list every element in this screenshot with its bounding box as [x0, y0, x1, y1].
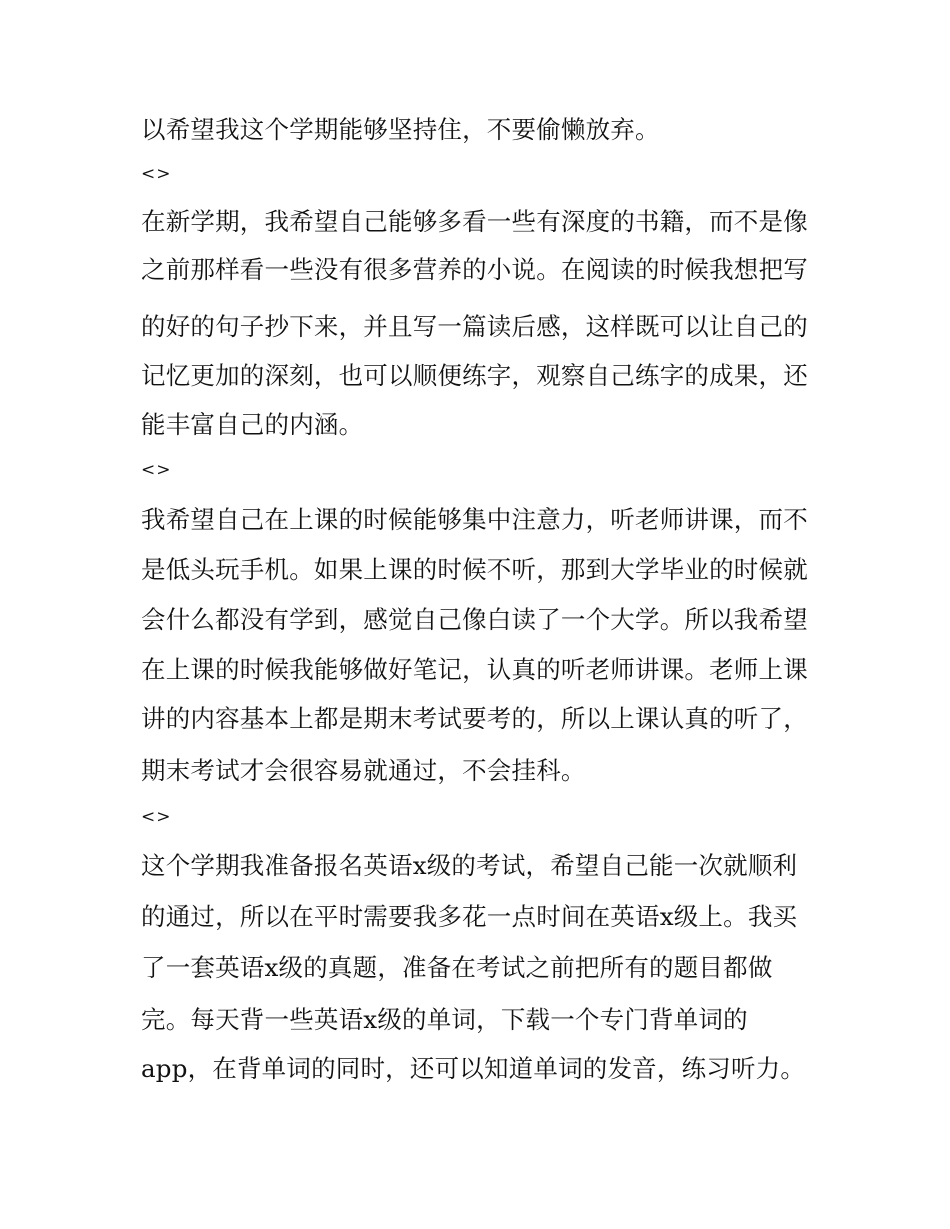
paragraph-line: 讲的内容基本上都是期末考试要考的，所以上课认真的听了，: [141, 704, 808, 733]
paragraph-line: 之前那样看一些没有很多营养的小说。在阅读的时候我想把写: [141, 255, 808, 284]
paragraph-line: 这个学期我准备报名英语x级的考试，希望自己能一次就顺利: [141, 851, 798, 880]
paragraph-line: 完。每天背一些英语x级的单词，下载一个专门背单词的: [141, 1005, 748, 1034]
paragraph-line: 的通过，所以在平时需要我多花一点时间在英语x级上。我买: [141, 902, 798, 931]
paragraph-separator: <>: [141, 164, 172, 184]
paragraph-line: 期末考试才会很容易就通过，不会挂科。: [141, 756, 586, 785]
paragraph-line: 会什么都没有学到，感觉自己像白读了一个大学。所以我希望: [141, 605, 808, 634]
paragraph-separator: <>: [141, 460, 172, 480]
paragraph-line: 是低头玩手机。如果上课的时候不听，那到大学毕业的时候就: [141, 555, 808, 584]
paragraph-line: 的好的句子抄下来，并且写一篇读后感，这样既可以让自己的: [141, 312, 808, 341]
paragraph-line: 能丰富自己的内涵。: [141, 410, 364, 439]
paragraph-line: 记忆更加的深刻，也可以顺便练字，观察自己练字的成果，还: [141, 361, 808, 390]
paragraph-separator: <>: [141, 807, 172, 827]
paragraph-line: app，在背单词的同时，还可以知道单词的发音，练习听力。: [141, 1054, 806, 1083]
paragraph-line: 在上课的时候我能够做好笔记，认真的听老师讲课。老师上课: [141, 655, 808, 684]
paragraph-line: 我希望自己在上课的时候能够集中注意力，听老师讲课，而不: [141, 505, 808, 534]
paragraph-line: 以希望我这个学期能够坚持住，不要偷懒放弃。: [141, 115, 660, 144]
paragraph-line: 了一套英语x级的真题，准备在考试之前把所有的题目都做: [141, 953, 773, 982]
paragraph-line: 在新学期，我希望自己能够多看一些有深度的书籍，而不是像: [141, 207, 808, 236]
